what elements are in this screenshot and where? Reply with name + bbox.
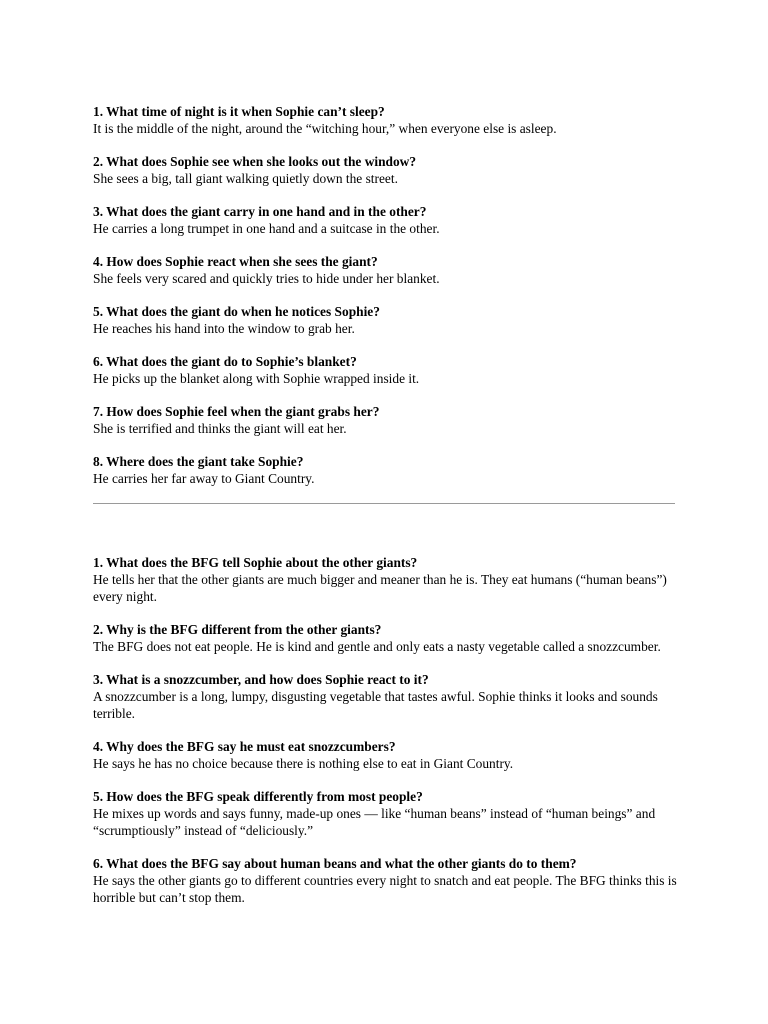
question-text: 2. What does Sophie see when she looks out the window? (93, 154, 417, 169)
question-text: 5. What does the giant do when he notices Sophie? (93, 304, 380, 319)
qa-item (93, 855, 678, 906)
section-chapter-one (93, 103, 678, 487)
question-text: 6. What does the BFG say about human beans and what the other giants do to them? (93, 856, 577, 871)
answer-text: A snozzcumber is a long, lumpy, disgusting vegetable that tastes awful. Sophie thinks it looks and sounds terrible. (93, 689, 658, 721)
question-text: 5. How does the BFG speak differently from most people? (93, 789, 423, 804)
qa-item (93, 303, 678, 337)
answer-text: He carries her far away to Giant Country. (93, 471, 315, 486)
question-text: 6. What does the giant do to Sophie’s blanket? (93, 354, 357, 369)
question-text: 4. Why does the BFG say he must eat snozzcumbers? (93, 739, 396, 754)
question-text: 2. Why is the BFG different from the other giants? (93, 622, 382, 637)
question-text: 3. What is a snozzcumber, and how does Sophie react to it? (93, 672, 429, 687)
qa-item (93, 403, 678, 437)
answer-text: He says the other giants go to different countries every night to snatch and eat people. The BFG thinks this is horrible but can’t stop them. (93, 873, 677, 905)
qa-item (93, 203, 678, 237)
answer-text: The BFG does not eat people. He is kind and gentle and only eats a nasty vegetable called a snozzcumber. (93, 639, 661, 654)
qa-item (93, 788, 678, 839)
section-chapter-two (93, 554, 678, 906)
answer-text: He mixes up words and says funny, made-up ones — like “human beans” instead of “human beings” and “scrumptiously” instead of “deliciously.” (93, 806, 656, 838)
qa-item (93, 621, 678, 655)
question-text: 1. What time of night is it when Sophie can’t sleep? (93, 104, 385, 119)
qa-item (93, 153, 678, 187)
answer-text: She feels very scared and quickly tries to hide under her blanket. (93, 271, 440, 286)
qa-item (93, 353, 678, 387)
answer-text: She is terrified and thinks the giant will eat her. (93, 421, 347, 436)
qa-item (93, 253, 678, 287)
question-text: 4. How does Sophie react when she sees the giant? (93, 254, 378, 269)
answer-text: She sees a big, tall giant walking quietly down the street. (93, 171, 398, 186)
question-text: 8. Where does the giant take Sophie? (93, 454, 304, 469)
qa-item (93, 554, 678, 605)
question-text: 7. How does Sophie feel when the giant grabs her? (93, 404, 380, 419)
qa-item (93, 671, 678, 722)
answer-text: He reaches his hand into the window to grab her. (93, 321, 355, 336)
answer-text: It is the middle of the night, around the “witching hour,” when everyone else is asleep. (93, 121, 557, 136)
qa-item (93, 103, 678, 137)
answer-text: He carries a long trumpet in one hand and a suitcase in the other. (93, 221, 440, 236)
answer-text: He says he has no choice because there is nothing else to eat in Giant Country. (93, 756, 514, 771)
answer-text: He tells her that the other giants are much bigger and meaner than he is. They eat humans (“human beans”) every night. (93, 572, 667, 604)
question-text: 3. What does the giant carry in one hand and in the other? (93, 204, 427, 219)
qa-item (93, 738, 678, 772)
answer-text: He picks up the blanket along with Sophie wrapped inside it. (93, 371, 420, 386)
section-divider (93, 503, 675, 504)
question-text: 1. What does the BFG tell Sophie about the other giants? (93, 555, 418, 570)
qa-item (93, 453, 678, 487)
